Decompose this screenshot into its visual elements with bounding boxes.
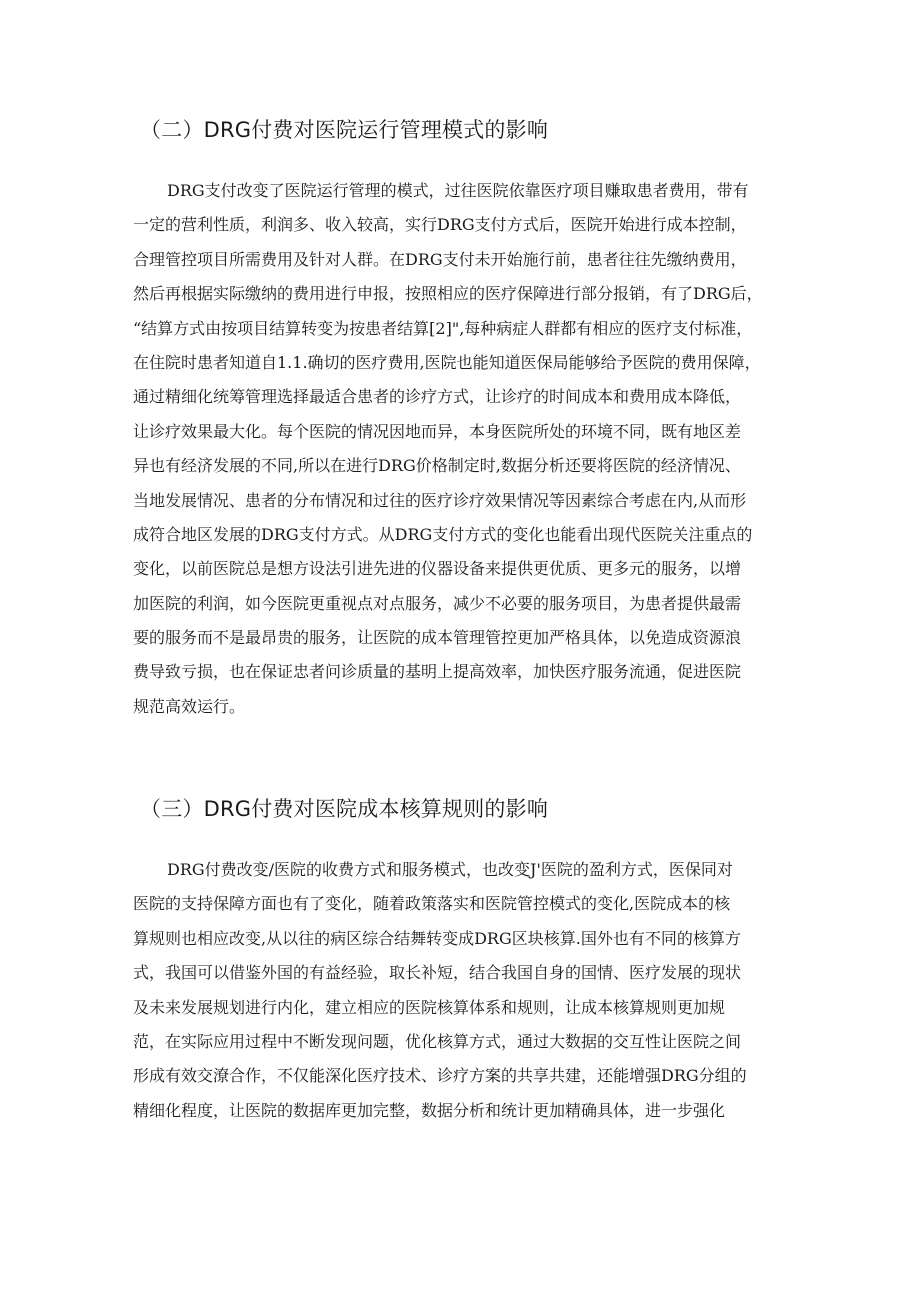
paragraph-line: DRG付费改变/医院的收费方式和服务模式，也改变J'医院的盈利方式，医保同对 [167,860,733,879]
paragraph-drg-operation-management [133,174,793,724]
paragraph-line: 在住院时患者知道自1.1.确切的医疗费用,医院也能知道医保局能够给予医院的费用保障， [133,352,761,372]
section-heading-drg-cost-accounting: （三）DRG付费对医院成本核算规则的影响 [140,797,549,821]
paragraph-line: 一定的营利性质，利润多、收入较高，实行DRG支付方式后，医院开始进行成本控制， [133,215,747,235]
paragraph-line: 通过精细化统筹管理选择最适合患者的诊疗方式，让诊疗的时间成本和费用成本降低， [133,387,742,407]
paragraph-line: 成符合地区发展的DRG支付方式。从DRG支付方式的变化也能看出现代医院关注重点的 [133,524,753,544]
paragraph-line: 形成有效交潦合作，不仅能深化医疗技术、诊疗方案的共享共建，还能增强DRG分组的 [133,1066,747,1086]
paragraph-line: 当地发展情况、患者的分布情况和过往的医疗诊疗效果情况等因素综合考虑在内,从而形 [133,490,747,510]
paragraph-line: 式，我国可以借鉴外国的有益经验，取长补短，结合我国自身的国情、医疗发展的现状 [133,963,742,983]
paragraph-line: “结算方式由按项目结算转变为按患者结算[2]",每种病症人群都有相应的医疗支付标准， [133,318,753,338]
paragraph-line: 异也有经济发展的不同,所以在进行DRG价格制定时,数据分析还要将医院的经济情况、 [133,456,741,476]
paragraph-line: 合理管控项目所需费用及针对人群。在DRG支付未开始施行前，患者往往先缴纳费用， [133,249,747,269]
paragraph-line: 医院的支持保障方面也有了变化，随着政策落实和医院管控模式的变化,医院成本的核 [133,894,731,914]
paragraph-line: 范，在实际应用过程中不断发现问题，优化核算方式，通过大数据的交互性让医院之间 [133,1031,742,1051]
paragraph-line: 规范高效运行。 [133,696,246,716]
section-heading-drg-operation-management: （二）DRG付费对医院运行管理模式的影响 [140,118,549,142]
paragraph-line: 算规则也相应改变,从以往的病区综合结舞转变成DRG区块核算.国外也有不同的核算方 [133,928,741,948]
paragraph-line: 费导致亏损，也在保证忠者问诊质量的基明上提高效率，加快医疗服务流通，促进医院 [133,662,742,682]
paragraph-line: DRG支付改变了医院运行管理的模式，过往医院依靠医疗项目赚取患者费用，带有 [167,181,749,200]
paragraph-drg-cost-accounting [133,853,793,1128]
paragraph-line: 让诊疗效果最大化。每个医院的情况因地而异，本身医院所处的环境不同，既有地区差 [133,421,742,441]
paragraph-line: 及未来发展规划进行内化，建立相应的医院核算体系和规则，让成本核算规则更加规 [133,997,726,1017]
paragraph-line: 精细化程度，让医院的数据库更加完整，数据分析和统计更加精确具体，进一步强化 [133,1100,726,1120]
paragraph-line: 变化，以前医院总是想方设法引进先进的仪器设备来提供更优质、更多元的服务，以增 [133,559,742,579]
paragraph-line: 然后再根据实际缴纳的费用进行申报，按照相应的医疗保障进行部分报销，有了DRG后， [133,284,763,304]
paragraph-line: 加医院的利润，如今医院更重视点对点服务，减少不必要的服务项目，为患者提供最需 [133,593,742,613]
paragraph-line: 要的服务而不是最昂贵的服务，让医院的成本管理管控更加严格具体，以免造成资源浪 [133,628,742,648]
